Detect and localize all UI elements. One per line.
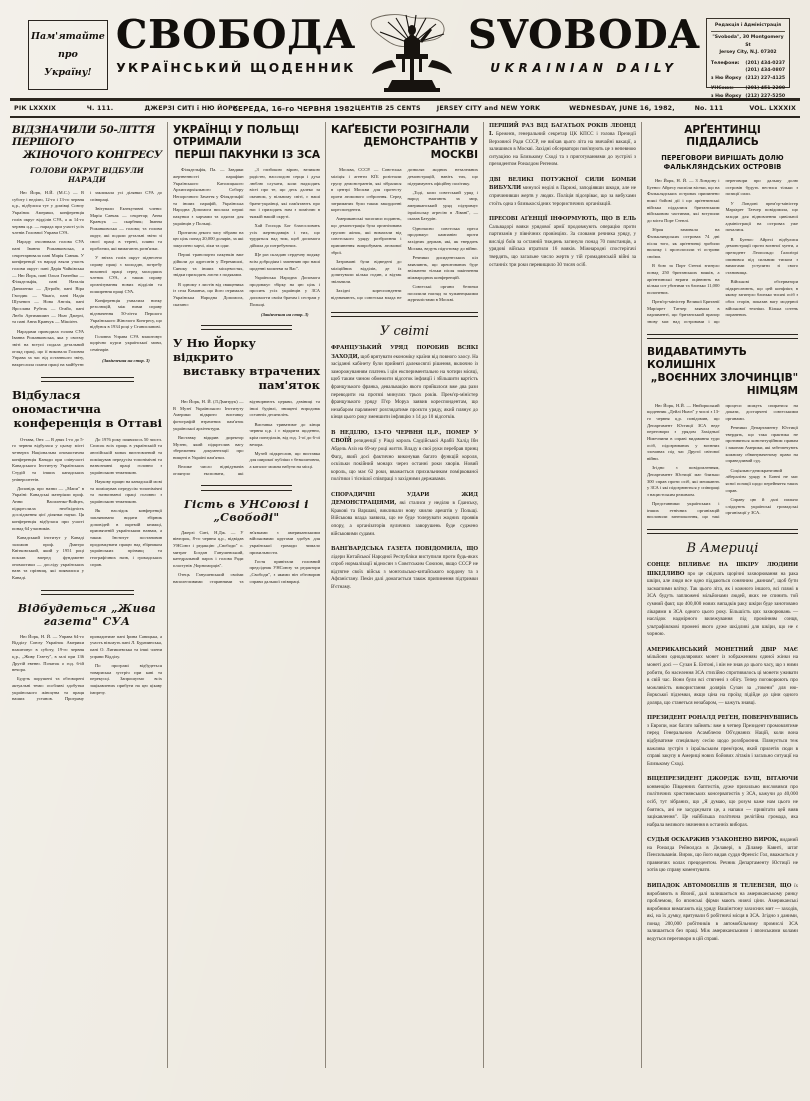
article-argentina-surrender xyxy=(647,124,798,326)
subhead-womens-congress: ГОЛОВИ ОКРУГ ВІДБУЛИ НАРАДИ xyxy=(30,166,144,185)
contact-row xyxy=(711,85,785,92)
paragraph: Протягом декого часу зібрано на цю ціль понад 20,000 долярів, за які закуплено харчі, ліки та одяг. xyxy=(173,229,244,249)
contact-phone: (201) 434-0237 xyxy=(745,60,786,66)
brief-lead: ПРЕСОВІ АҐЕНЦІЇ ІНФОРМУЮТЬ, ЩО В ЕЛЬ xyxy=(489,216,636,223)
contact-row xyxy=(711,75,785,82)
paragraph: Перші транспорти пакунків вже дійшли до адресатів у Перемишлі, Сяноку та інших місцевостях, звідки приходять листи з подяками. xyxy=(173,252,244,278)
issue-number-en: No. 111 xyxy=(694,104,724,112)
brief-text: мільйони однодолярових монет із зображенням єдиної жінки на монеті досі — Сузан Б. Ентоні, і він не знав до цього часу, що з ними робити, бо населення ЗСА стихійно спротивилось ці монети уживати в свій час. Вони були всі стягнені з обігу. Тепер поговорюють про можливість використання долярів Сузан за „токени" для ню-йоркської підземки, якщо ціна на проїзд підійде до ціни одного доляра, що станеться незабаром, — кажуть знавці. xyxy=(647,654,798,706)
article-zhyva-hazeta-sua xyxy=(12,602,162,703)
brief-lead: ВІЦЕПРЕЗИДЕНТ ДЖОРДЖ БУШ, ВІТАЮЧИ xyxy=(647,776,798,783)
nameplate xyxy=(112,12,700,96)
brief-text: Сальвадорі вояки урядової армії продовжують операцію проти партизанів у північних провінціях. За словами речника уряду, у висліді боїв за останній тиждень загинуло понад 70 повстанців, а урядові війська втратили 16 вояків. Міжнародні спостерігачі твердять, що загальне число жертв у тій громадянській війні за останніх три роки перевищило 30 тисяч осіб. xyxy=(489,223,636,268)
paragraph: Західні кореспонденти відзначають, що совєтська влада не дозволяє жодних незалежних демонстрацій, навіть тих, що підтримують офіційну політику. xyxy=(331,167,478,300)
paragraph: Речники Департаменту Юстиції твердять, що така практика не противиться конституційним правам і законам Америки, які забезпечують кожному обвинуваченому право на справедливий суд. xyxy=(725,425,798,464)
america-brief xyxy=(647,714,798,768)
paragraph: Справу цю й далі пильно слідкують українські громадські організації у ЗСА. xyxy=(725,496,798,516)
remember-line-3: Україну! xyxy=(44,67,92,79)
headline-ukrainians-poland: УКРАЇНЦІ У ПОЛЬЩІ ОТРИМАЛИ ПЕРШІ ПАКУНКИ ІЗ ЗСА xyxy=(173,123,320,162)
paragraph: Згідно з повідомленням, Департамент Юстиції має близько 300 справ проти осіб, які мешкають у ЗСА і які підозрюються у співпраці з нацистським режимом. xyxy=(647,465,720,497)
section-title-world: У світі xyxy=(379,324,430,340)
body-kgb-moscow xyxy=(331,167,478,304)
headline-zhyva-hazeta: Відбудеться „Жива газета" СУА xyxy=(17,601,157,628)
paragraph: Конференція ухвалила низку резолюцій, між ними справу відзначення 50-ліття Першого Українського Жіночого Конгресу, що відбувся в 1934 році у Станиславові. xyxy=(90,297,162,330)
paragraph: Наукову працю на канадській мові та помішував передусім топонімічні та назвознавчі праці головно з українською тематикою. xyxy=(90,479,162,505)
paragraph: Військові обсерватори підкреслюють, що цей конфлікт, в якому загинуло близько тисячі осіб з обох сторін, показав вагу модерної військової техніки. Кілька сотень поранених. xyxy=(725,279,798,318)
paragraph: Доповідь про назви — „Мапи" в Україні: Канадські матеріяли проф. Анни Василенко-Войцех, підкреслила необхідність дослідження цієї ділянки науки. Ця конференція відбулася при участі понад 64 учасників. xyxy=(12,485,84,531)
volume-en: VOL. LXXXIX xyxy=(749,104,796,112)
section-divider xyxy=(331,312,478,317)
headline-womens-congress: ВІДЗНАЧИЛИ 50-ЛІТТЯ ПЕРШОГО ЖІНОЧОГО КОНГРЕСУ xyxy=(12,123,162,161)
article-ukrainians-poland-parcels xyxy=(173,124,320,318)
contact-label: з Ню Йорку xyxy=(710,75,742,81)
america-brief xyxy=(647,561,798,639)
english-title-block xyxy=(467,12,700,76)
paragraph: Ню Йорк, Н.Й. (М.С.) — В суботу і неділю, 12-го і 13-го червня ц.р., відбулися тут у домівці Союзу Українок Америки, конференція голів округ відділів СУА, а ж 14-го червня ц.р. — нарада при участі усіх членів Головної Управи СУА. xyxy=(12,190,84,236)
paragraph: Ню Йорк, Н. Й. — З Лондону і Буенос Айресу наспіли вістки, що на Фальклядських островах припинено всякі бойові дії і що арґентинські війська піддалися британським військовим частинам, які вступили до міста Порт Стенлі. xyxy=(647,178,720,224)
body-lost-monuments-exhibit xyxy=(173,399,320,477)
world-brief xyxy=(489,215,636,269)
headline-kgb-moscow: КАҐЕБІСТИ РОЗІГНАЛИ ДЕМОНСТРАНТІВ У МОСКВІ xyxy=(331,123,478,162)
paragraph: Головна Управа СУА влаштовує щорічно курси української мови, семінарів xyxy=(90,333,162,352)
brief-lead: В НЕДІЛЮ, 13-ГО ЧЕРВНЯ Ц.Р., ПОМЕР У СВОЇЙ xyxy=(331,429,478,445)
section-divider xyxy=(41,377,134,382)
paragraph: У звітах голів округ піднесено справу праці з молоддю, потребу виховної праці серед молодших членок СУА, а також справу організування нових відділів та поширення праці СУА. xyxy=(90,255,162,294)
body-extradite-war-criminals xyxy=(647,403,798,521)
body-onomastic-conference xyxy=(12,437,162,582)
brief-lead: ПРЕЗИДЕНТ РОНАЛД РЕҐЕН, ПОВЕРНУВШИСЬ xyxy=(647,715,798,722)
paragraph: Українська Народна Допомога продовжує збірку на цю ціль і просить усіх українців у ЗСА допомогти своїм братам і сестрам у Польщі. xyxy=(249,274,320,307)
paragraph: Ще раз складаю сердечну подяку всім добродіям і запевняю про наші щоденні молитви за Вас". xyxy=(249,252,320,271)
brief-lead: ПЕРШИЙ РАЗ ВІД БАГАТЬОХ РОКІВ ЛЕОНІД І. xyxy=(489,122,636,138)
paragraph: Оттава, Онт. — В днях 1-го до 5-го червня відбулася у цьому місті четверта Національна ономастична конференція Канади при співучасті Канадського Інституту Українських Студій та інших канадських університетів. xyxy=(12,436,84,482)
contact-phone: (212) 227-5250 xyxy=(745,93,786,99)
america-brief xyxy=(647,646,798,708)
body-zhyva-hazeta xyxy=(12,634,162,703)
paragraph: Філядельфія, Па. — Завдяки жертвенності парафіян Українського Католицького Архиєпархіяльного Собору Непорочного Зачаття у Філядельфії та інших парафій, Українська Народна Допомога вислала перші пакунки з харчами та одягом для українців у Польщі. xyxy=(173,167,244,226)
newspaper-title-en: SVOBODA xyxy=(467,12,700,58)
america-brief xyxy=(647,836,798,875)
ukrainian-title-block xyxy=(115,12,356,76)
section-divider xyxy=(201,325,292,330)
section-divider xyxy=(647,334,798,339)
paragraph: Затримані були відведені до міліційних відділів, де їх допитували кілька годин, а відтак звільнили. xyxy=(331,259,402,285)
contact-phone: (212) 227-4125 xyxy=(745,75,786,81)
brief-text: щоб врятувати економіку країни від повного хаосу. На засіданні кабінету були прийняті далекосяглі рішення, включно із заморожуванням платень і цін експериментально на чотири місяці, щоб таким чином обмежити відсоток інфляції і збільшити вартість французького франка, девальвацію якого прийшлося вже два рази переводити на протязі минулих трьох років. Прем'єр-міністер французького уряду П'єр Моруа заявив кореспондентам, що незабаром парлямент розглядатиме проєкти уряду, який плянує до кінця цього року зменшити інфляцію з 14 до 10 відсотків. xyxy=(331,353,478,421)
column-5 xyxy=(642,122,800,1068)
contact-address-line-2: Jersey City, N.J. 07302 xyxy=(719,50,777,56)
america-brief xyxy=(647,882,798,944)
world-brief xyxy=(331,545,478,591)
paragraph: Ню Йорк, Н. Й. — Управа 64-го Відділу Союзу Українок Америки влаштовує в суботу, 19-го червня ц.р., „Живу Газету", в залі при 136 Другій евеню. Початок о год. 6-ій вечора. xyxy=(12,633,84,673)
world-brief xyxy=(331,344,478,422)
contact-box-header: Редакція і Адміністрація xyxy=(711,22,785,32)
publication-cities-ua: ДЖЕРЗІ СИТІ і НЮ ЙОРК xyxy=(144,104,239,112)
brief-lead: ВАНҐВАРДСЬКА ГАЗЕТА ПОВІДОМИЛА, ЩО xyxy=(331,546,478,553)
body-ukrainians-poland xyxy=(173,167,320,317)
paragraph: Совєтські органи безпеки посилили нагляд за чужинецькими журналістами в Москві. xyxy=(407,284,478,303)
body-guest-unsoyuz xyxy=(173,530,320,586)
contact-phone: (201) 451-2200 xyxy=(745,86,786,92)
brief-lead: ДВІ ВЕЛИКІ ПОТУЖНОЇ СИЛИ БОМБИ ВИБУХЛИ xyxy=(489,176,636,192)
paragraph: „Тоді, коли совєтський уряд і народ змагають за мир, американський уряд підтримує ізраїльську агресію в Лівані", — сказав Батурін. xyxy=(407,189,478,222)
paragraph: „З глибокою вірою, великою радістю, насолодою серця і духа люблю слухати, коли надходять вісті про те, що десь далеко за океаном, у вільному світі, є наші брати-українці, які пам'ятають про нас і приходять нам з поміччю в тяжкій нашій скруті. xyxy=(249,167,320,219)
column-4 xyxy=(484,122,642,1068)
contact-address-line-1: "Svoboda", 30 Montgomery St xyxy=(712,35,784,48)
article-womens-congress-anniversary xyxy=(12,124,162,369)
paragraph: Одночасно совєтська преса продовжує кампанію проти західних держав, які, як твердить Москва, ведуть підготовку до війни. xyxy=(407,225,478,251)
dateline-bar xyxy=(10,101,800,118)
paragraph: Виставку відкрив директор Музею, який підкреслив вагу збереження документації про нищені в Україні пам'ятки. xyxy=(173,434,244,460)
column-2 xyxy=(168,122,326,1068)
paragraph: Зброя замовкла на Фалькляндських островах 74 дні після того, як арґентинці зробили вилазку і проголосили ті острови своїми. xyxy=(647,227,720,260)
paragraph: Велике число відвідувачів оглянуло експонати, які відтворюють церкви, дзвіниці та інші будівлі, знищені впродовж останніх десятиліть. xyxy=(173,399,320,476)
paragraph: У Лондоні прем'єр-міністер Марґарет Татчер повідомила, що заходи для відновлення цивільної адміністрації на островах уже почалися. xyxy=(725,200,798,233)
paragraph: Канадський інститут у Канаді заложив проф. Дмитро Квітковський, який у 1951 році поклав вперед фундамент ономастики — досліду українських назв та прізвищ, які появилися у Канаді. xyxy=(12,534,84,580)
paragraph: Речники дисидентських кіл заявляють, що арештованих буде звільнено тільки після закінчення міжнародних конференцій. xyxy=(407,254,478,280)
paragraph: Виставка триватиме до кінця червня ц.р. і є відкрита щоденно, крім понеділків, від год. 1-ої до 6-ої вечора. xyxy=(249,421,320,447)
brief-text: з Европи, має багато зайнять: вже в четвер Президент промовлятиме перед Генеральною Асамблеєю Об'єднаних Націй, коли вона відбуватиме спеціяльну сесію щодо роззброєння. Плянується теж важлива зустріч з ізраїльським прем'єром, який прилетів сюди в справі закупу в Америці нових бойових літаків і загально ситуації на Близькому Сході. xyxy=(647,722,798,767)
brief-text: виданий на Роналда Рейнолдса в Делавері, в Ділавер Кавнті, штат Пенсильванія. Вирок, що його видав суддя Френсіс Гол, вважається у правничих колах прецедентом. Речник Департаменту Юстиції не хотів цю справу коментувати. xyxy=(647,837,798,874)
article-onomastic-conference xyxy=(12,389,162,582)
body-argentina-surrender xyxy=(647,178,798,326)
remember-line-1: Пам'ятайте xyxy=(31,30,105,42)
world-brief xyxy=(489,176,636,208)
article-lost-monuments-exhibit xyxy=(173,337,320,477)
brief-text: минулої неділі в Парижі, заподіявши шкоди, але не спричинивши жертв у людях. Поліція підозріває, що за вибухами стоїть одна з близькосхідних терористичних організацій. xyxy=(489,185,636,207)
brief-lead: ФРАНЦУЗЬКИЙ УРЯД ПОРОБИВ ВСЯКІ ЗАХОДИ, xyxy=(331,345,478,360)
newspaper-subtitle-en: UKRAINIAN DAILY xyxy=(490,61,678,76)
world-brief xyxy=(331,491,478,538)
contact-label: Телефони: xyxy=(710,60,740,66)
brief-lead: СОНЦЕ ВПЛИВАЄ НА ШКІРУ ЛЮДИНИ ШКІДЛИВО xyxy=(647,562,798,577)
paragraph: Гостя привітали головний предсідник УНСоюзу та редактори „Свободи", з якими він обговорив справи дальшої співпраці. xyxy=(249,558,320,584)
paragraph: В Буенос Айресі відбулися демонстрації проти воєнної хунти, а президент Леопольдо Ґальтієрі опинився під сильним тиском з вимогами уступити зі свого становища. xyxy=(725,236,798,275)
headline-argentina-surrender: АРҐЕНТИНЦІ ПІДДАЛИСЬ xyxy=(684,123,761,149)
world-brief xyxy=(489,122,636,169)
world-brief xyxy=(331,429,478,484)
headline-guest-unsoyuz: Гість в УНСоюзі і „Свободі" xyxy=(184,497,309,524)
paragraph: Отець Ганушевський своїми наполегливими стараннями та зв'язками з американськими військовими кругами здобув для української громади чимало прихильности. xyxy=(173,529,320,584)
paragraph: Ню Йорк, Н. Й. (Л.Дмитрук) — В Музеї Українського Інституту Америки відкрито виставку фотографій втрачених пам'яток української архітектури. xyxy=(173,399,244,431)
masthead xyxy=(0,0,810,99)
contact-phone: (201) 434-0807 xyxy=(745,68,786,74)
paragraph: Як наслідок конференції запляновано видати збірник доповідей в окремій книжці, присвяченій українським назвам, а також Інститут постановив продовжувати працю над збірником українських прізвищ та географічних назв, і громадських справ. xyxy=(90,508,162,567)
editorial-contact-box xyxy=(706,18,790,99)
continuation-note: (Закінчення на стор. 3) xyxy=(260,312,309,318)
publication-date-ua: СЕРЕДА, 16-го ЧЕРВНЯ 1982 xyxy=(232,103,355,113)
brief-text: лідери Китайської Народної Республіки виступили проти будь-яких спроб нормалізації відносин з Совєтським Союзом, якщо СССР не відтягне своїх військ з монгольсько-китайського кордону та з Афґаністану. Пекін далі домагається також припинення підтримки В'єтнаму. xyxy=(331,553,478,590)
newspaper-subtitle-ua: УКРАЇНСЬКИЙ ЩОДЕННИК xyxy=(116,61,356,76)
contact-label: УНСоюз: xyxy=(710,86,734,92)
brief-lead: СУДЬЯ ОСКАРЖИВ УЗАКОНЕНО ВИРОК, xyxy=(647,837,779,844)
paragraph: Звітували Екзекутивні члени: Марія Савчак — секретар; Анна Кравчук — скарбник; Іванна Рожанковська — голова; та голови округ, які подали детальні звіти зі своєї праці в терені, пляни та проблеми, які вимагають розв'язки. xyxy=(90,205,162,252)
brief-text: які сталися у неділю в Ґданську, Кракові та Варшаві, викликали нову хвилю арештів у Польщі. Військова влада заявила, що не буде толерувати жодних проявів опору, а організаторів вуличних заворушень буде суджено військовими судами. xyxy=(331,500,478,537)
contact-label: з Ню Йорку xyxy=(710,93,742,99)
paragraph: Прем'єр-міністер Великої Британії Марґарет Татчер заявила в парляменті, що британський прапор знову має над островами і що переговори про дальшу долю островів будуть вестися тільки з позиції сили. xyxy=(647,178,798,325)
subhead-falklands-talks: ПЕРЕГОВОРИ ВИРІШАТЬ ДОЛЮ ФАЛЬКЛЯНДСЬКИХ ОСТРОВІВ xyxy=(661,154,784,172)
paragraph: В одному з листів від священика із села Команча, що його отримала Українська Народна Допомога, сказано: xyxy=(173,281,244,307)
paragraph: Музей підкреслив, що виставка для широкої публіки є безкоштовна, а каталог можна набути на місці. xyxy=(249,450,320,470)
article-kgb-moscow-demonstrators xyxy=(331,124,478,305)
brief-text: конвенцію Південних баптистів, дуже прихильно висловився про політичних християнських консерватистів у ЗСА, кажучи до 40,000 осіб, тут зібраних, що „Я думаю, що розум каже нам цього не боятись, ані не засуджувати це, а напаки — привітати цей вияв зацікавлення". Це найбільша політична релігійна громада, яка набрала великого значення в останніх виборах. xyxy=(647,783,798,828)
section-title-america: В Америці xyxy=(686,541,759,557)
paragraph: Москва, СССР. — Совєтська міліція і агенти КҐБ розігнали групу демонстрантів, які зібралися в центрі Москви для протесту проти атомового озброєння. Серед затриманих були також закордонні кореспонденти. xyxy=(331,167,402,213)
paragraph: Ню Йорк, Н.Й. — Нюйоркський щоденник „Дейлі Ньюз" у числі з 13-го червня ц.р. повідомив, що Департамент Юстиції ЗСА веде переговори з урядом Західньої Німеччини в справі видавання туди осіб, підозрюваних у воєнних злочинах під час Другої світової війни. xyxy=(647,402,720,461)
paragraph: Американські часописи подають, що демонстрація була організована групою жінок, які вимагали від совєтського уряду розброєння і припинення випробувань атомової зброї. xyxy=(331,216,402,255)
brief-text: резиденції у Ріяді король Саудійської Арабії Халід Ібн Абдель Азіз на 69-му році життя. Владу в свої руки перебрав принц Фагд, який досі фактично виконував багато функцій короля, оскільки покійний монарх через останні роки хворів. Новий король, що має 62 роки, вважається прихильником поміркованої політики і тіснішої співпраці з західними державами. xyxy=(331,438,478,483)
america-brief xyxy=(647,775,798,829)
body-womens-congress xyxy=(12,190,162,368)
column-3 xyxy=(326,122,484,1068)
brief-lead: АМЕРИКАНСЬКИЙ МОНЕТНИЙ ДВІР МАЄ xyxy=(647,646,798,653)
paragraph: Будуть порушені та обговорені актуальні теми: особливі здобутки українського жіноцтва та праця наших установ. Програму провадитиме пані Ірина Савицька, а участь візьмуть пані Л. Бурачинська, пані О. Лятишевська та інші члени управи Відділу. xyxy=(12,633,162,702)
paragraph: Представники українських і інших етнічних організацій висловили занепокоєння, що такі процеси можуть спиратися на докази, достарчені совєтськими органами. xyxy=(647,402,798,520)
contact-row xyxy=(711,67,785,74)
continuation-note: (Закінчення на стор. 3) xyxy=(102,357,150,363)
article-columns xyxy=(10,122,800,1068)
paragraph: До 1976 року появилось 50 чисел. Список всіх праць в українській та англійській мовах виготовлений та поміщував передусім топонімічні та назвознавчі праці головно з українською тематикою. xyxy=(90,436,162,475)
article-guest-unsoyuz-svoboda xyxy=(173,498,320,586)
publication-cities-en: JERSEY CITY and NEW YORK xyxy=(436,104,541,112)
paragraph: Нарадами проводила голова СУА Іванна Рожанковська, яка у своєму звіті на вступі подала детальний огляд праці, що її виконала Головна Управа за час від останнього звіту, накреслила плани праці на майбутнє і закликала усі ділянки СУА до співпраці. xyxy=(12,190,162,367)
issue-number-ua: Ч. 111. xyxy=(86,104,114,112)
price-label: ЦЕНТІВ 25 CENTS xyxy=(354,104,421,112)
contact-row xyxy=(711,60,785,67)
headline-onomastic-conference: Відбулася ономастична конференція в Оттаві xyxy=(12,387,162,430)
brief-lead: СПОРАДИЧНІ УДАРИ ЖИД ДЕМОНСТРАЦІЯМИ, xyxy=(331,491,478,507)
paragraph: Джерзі Ситі, Н.Дж. — У вівторок, 8-го червня ц.р., відвідав УНСоюз і редакцію „Свободи" о. митрат Богдан Ганушевський, катедральний парох і голова Ради пластунів „Чорноморців". xyxy=(173,529,244,568)
ukrainian-trident-statue-emblem xyxy=(356,10,468,96)
remember-line-2: про xyxy=(57,48,78,60)
brief-text: їх виробляють в Японії, далі залишається на американському ринку проблемою, бо японські фірми мають нижчі ціни. Американські виробники вимагають від уряду Вашінґтону захисних мит — заходів, які, на їх думку, врятували б робітничі місця в ЗСА. Згідно з даними, понад 200,000 робітників в автомобільному промислі ЗСА залишається без праці. Між американськими і японськими колами ведуться переговори в цій справі. xyxy=(647,883,799,942)
headline-lost-monuments-exhibit: У Ню Йорку відкрито виставку втрачених пам'яток xyxy=(173,336,320,393)
publication-date-en: WEDNESDAY, JUNE 16, 1982, xyxy=(569,104,675,112)
paragraph: Соціяльно-демократичний лібералізм уряду в Бонні не має ясної позиції щодо перейняття таких справ. xyxy=(725,467,798,493)
brief-lead: ВИПАДОК АВТОМОБІЛІВ Я ТЕЛЕВІЗІЯ, ЩО xyxy=(647,883,792,890)
headline-extradite-war-criminals: ВИДАВАТИМУТЬ КОЛИШНІХ „ВОЄННИХ ЗЛОЧИНЦІВ" НІМЦЯМ xyxy=(647,345,798,397)
column-1 xyxy=(10,122,168,1068)
section-divider xyxy=(201,485,292,490)
newspaper-title-ua: СВОБОДА xyxy=(115,12,356,58)
paragraph: Нараду очолювала голова СУА пані Іванна Рожанковська, а секретарювала пані Марія Савчак. У конференції та нараді взяли участь голови округ: пані Дарія Чайківська — Ню Йорк, пані Ольга Гнатейко — Філядельфія, пані Наталія Даниленко — Дітройт, пані Віра Гвоздик — Чікаґо, пані Надія Шухевич — Нова Англія, пані Ярослава Рубель — Огайо, пані Люба Артимишин — Нью Джерзі, та пані Анна Кравчук — Мішіґен. xyxy=(12,239,84,325)
paragraph: В бою за Порт Стенлі згинуло понад 250 британських вояків, а арґентинські втрати оцінюють на кілька сот убитими та близько 11,000 полонених. xyxy=(647,263,720,295)
brief-text: про це свідчать щорічні захворювання на рака шкіри, але люди все одно піддаються сонячним „ваннам", щоб бути засмаглими влітку. Так цього літа, як і кожного іншого, всі пляжі в ЗСА будуть заплюжені мільйонами людей, яких не спинить той сумний факт, що 400,000 нових випадків раку шкіри буде занотовано лікарями в ЗСА одного цього року. Більшість цих захворювань — наслідок надмірного вилежування під промінням сонця, ультрафіялкові промені якого дуже шкідливі для шкіри, що не є чорною. xyxy=(647,570,798,638)
volume-ua: РІК LXXXIX xyxy=(14,104,57,112)
brief-text: Брежнєв, генеральний секретар ЦК КПСС і голова Президії Верховної Ради СССР, не виїхав цього літа на звичайні вакації, а залишився в Москві. Західні обсерватори пов'язують це з непевною ситуацією на Близькому Сході та з приготуваннями до зустрічі з президентом Роналдом Реґеном. xyxy=(489,131,636,168)
paragraph: По програмі відбудеться товариська зустріч при каві та перекусці. Запрошуємо всіх зацікавлених прибути на цю цікаву імпрезу. xyxy=(90,663,162,695)
remember-ukraine-box xyxy=(28,20,108,90)
contact-row xyxy=(711,93,785,100)
paragraph: Хай Господь Бог благословить усіх жертводавців і тих, що трудяться над тим, щоб допомога дійшла до потребуючих. xyxy=(249,223,320,249)
section-divider xyxy=(41,590,134,595)
article-extradite-war-criminals xyxy=(647,346,798,521)
section-divider xyxy=(647,529,798,534)
